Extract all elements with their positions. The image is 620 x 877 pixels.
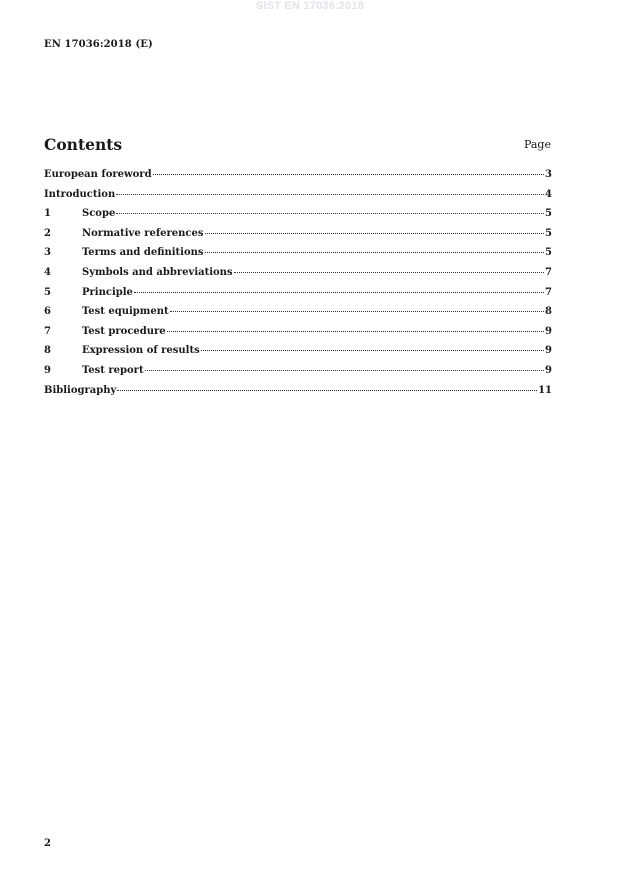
toc-entry-page: 5 bbox=[545, 208, 552, 220]
page-number: 2 bbox=[44, 838, 51, 849]
toc-dot-leader bbox=[116, 194, 544, 195]
toc-entry[interactable] bbox=[44, 385, 552, 405]
toc-dot-leader bbox=[201, 350, 544, 351]
toc-entry[interactable] bbox=[44, 189, 552, 209]
toc-entry-title: European foreword bbox=[44, 169, 152, 180]
toc-entry-number: 2 bbox=[44, 227, 51, 239]
toc-entry-title: Test equipment bbox=[82, 306, 169, 318]
toc-dot-leader bbox=[167, 331, 544, 332]
toc-entry-title: Bibliography bbox=[44, 384, 117, 396]
toc-dot-leader bbox=[134, 292, 544, 293]
toc-entry-page: 3 bbox=[545, 169, 552, 180]
toc-entry-number: 6 bbox=[44, 306, 51, 318]
toc-dot-leader bbox=[117, 390, 537, 391]
toc-entry-number: 1 bbox=[44, 208, 51, 220]
toc-entry-title: Test procedure bbox=[82, 325, 166, 337]
toc-entry[interactable] bbox=[44, 208, 552, 228]
toc-entry[interactable] bbox=[44, 365, 552, 385]
watermark: SIST EN 17036:2018 bbox=[255, 0, 365, 12]
toc-entry-title: Terms and definitions bbox=[82, 247, 204, 259]
toc-entry-page: 9 bbox=[545, 364, 552, 376]
toc-dot-leader bbox=[116, 213, 544, 214]
toc-entry[interactable] bbox=[44, 267, 552, 287]
toc-entry-title: Scope bbox=[82, 208, 116, 220]
toc-entry[interactable] bbox=[44, 169, 552, 189]
toc-entry-page: 7 bbox=[545, 286, 552, 298]
toc-dot-leader bbox=[170, 311, 544, 312]
toc-dot-leader bbox=[205, 233, 545, 234]
toc-entry-title: Principle bbox=[82, 286, 133, 298]
page-column-label: Page bbox=[523, 138, 551, 151]
toc-entry-page: 9 bbox=[545, 325, 552, 337]
toc-entry-number: 3 bbox=[44, 247, 51, 259]
toc-entry-title: Introduction bbox=[44, 188, 116, 200]
toc-dot-leader bbox=[234, 272, 544, 273]
toc-entry-title: Expression of results bbox=[82, 345, 200, 357]
toc-entry[interactable] bbox=[44, 228, 552, 248]
document-id: EN 17036:2018 (E) bbox=[44, 39, 153, 50]
toc-entry[interactable] bbox=[44, 287, 552, 307]
toc-entry-number: 8 bbox=[44, 345, 51, 357]
toc-entry-page: 5 bbox=[545, 227, 552, 239]
toc-entry[interactable] bbox=[44, 247, 552, 267]
toc-entry-title: Symbols and abbreviations bbox=[82, 266, 233, 278]
toc-entry-page: 8 bbox=[545, 306, 552, 318]
contents-title: Contents bbox=[44, 135, 123, 154]
toc-entry[interactable] bbox=[44, 306, 552, 326]
toc-dot-leader bbox=[145, 370, 544, 371]
toc-entry-page: 9 bbox=[545, 345, 552, 357]
toc-entry-number: 9 bbox=[44, 364, 51, 376]
toc-entry-page: 11 bbox=[538, 384, 552, 396]
toc-dot-leader bbox=[205, 252, 545, 253]
toc-entry-number: 5 bbox=[44, 286, 51, 298]
table-of-contents bbox=[44, 169, 552, 404]
toc-entry-number: 4 bbox=[44, 266, 51, 278]
toc-dot-leader bbox=[153, 174, 544, 175]
toc-entry[interactable] bbox=[44, 345, 552, 365]
toc-entry-page: 4 bbox=[545, 188, 552, 200]
toc-entry-page: 7 bbox=[545, 266, 552, 278]
toc-entry-title: Normative references bbox=[82, 227, 204, 239]
toc-entry-number: 7 bbox=[44, 325, 51, 337]
toc-entry-page: 5 bbox=[545, 247, 552, 259]
toc-entry[interactable] bbox=[44, 326, 552, 346]
toc-entry-title: Test report bbox=[82, 364, 144, 376]
